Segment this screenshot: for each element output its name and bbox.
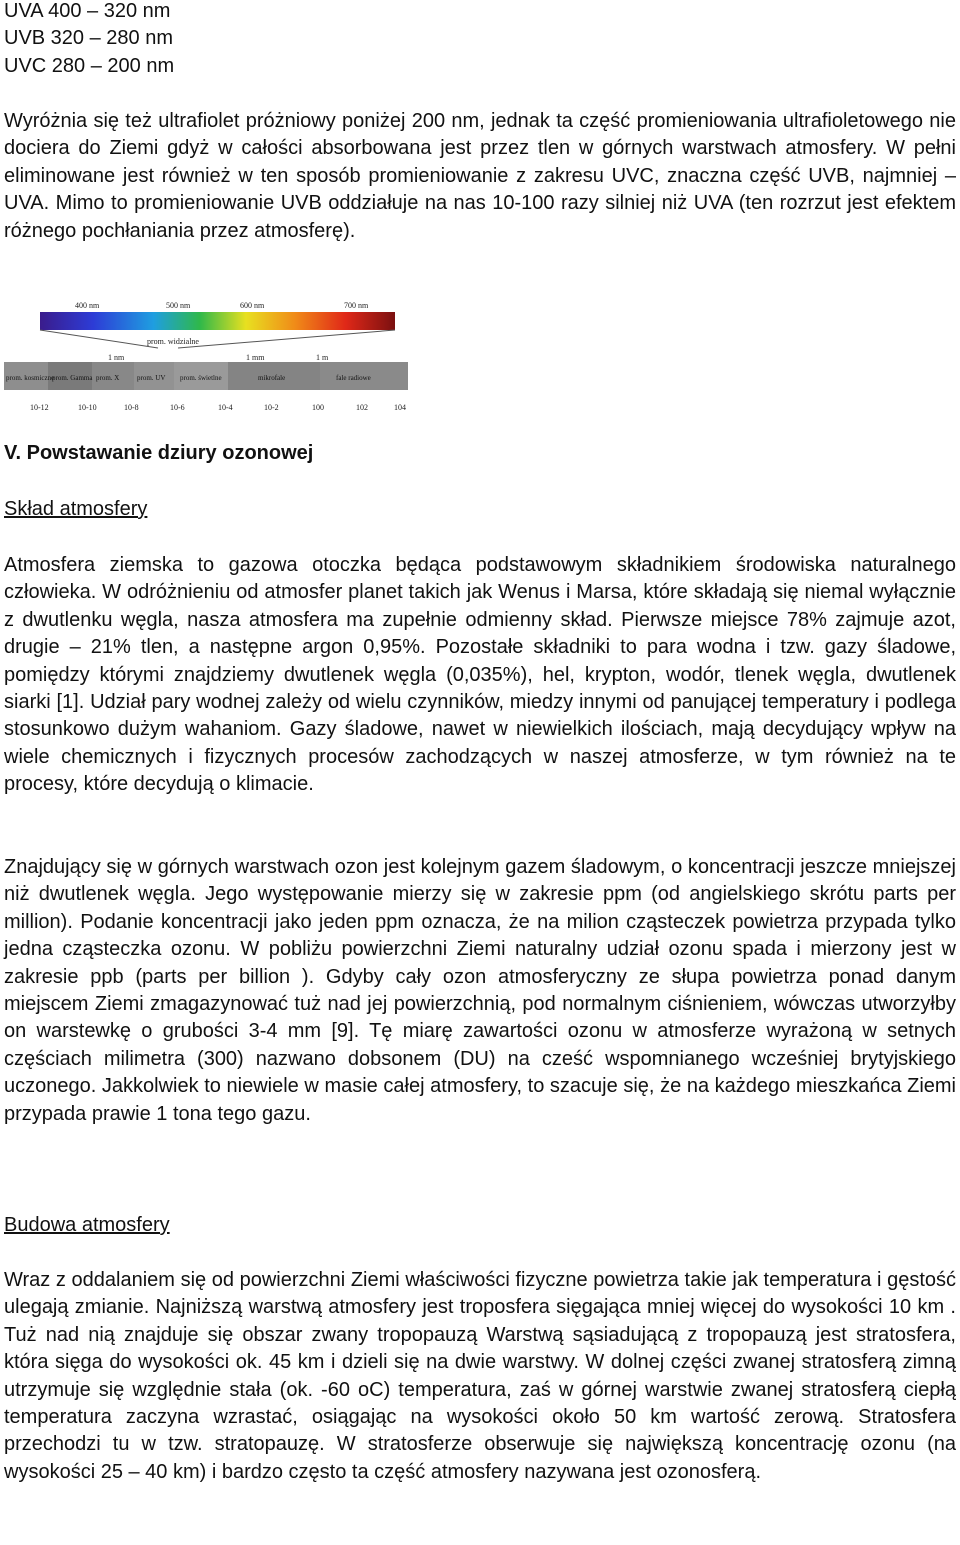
exp-label-2: 10-10 bbox=[78, 403, 97, 412]
exp-label-6: 10-2 bbox=[264, 403, 279, 412]
wl-label-400: 400 nm bbox=[75, 301, 100, 310]
band-radio: fale radiowe bbox=[336, 374, 371, 382]
band-microwave: mikrofale bbox=[258, 374, 286, 382]
uv-range-uva: UVA 400 – 320 nm bbox=[4, 0, 171, 22]
band-light: prom. świetlne bbox=[180, 374, 222, 382]
uv-ranges-list bbox=[4, 0, 956, 80]
electromagnetic-spectrum-figure bbox=[0, 296, 420, 420]
section-heading: V. Powstawanie dziury ozonowej bbox=[4, 442, 314, 464]
exp-label-1: 10-12 bbox=[30, 403, 49, 412]
exp-label-4: 10-6 bbox=[170, 403, 185, 412]
exp-label-5: 10-4 bbox=[218, 403, 233, 412]
scale-mark-1mm: 1 mm bbox=[246, 353, 265, 362]
visible-light-label: prom. widzialne bbox=[147, 337, 199, 346]
paragraph-ozone: Znajdujący się w górnych warstwach ozon jest kolejnym gazem śladowym, o koncentracji jeszcze mniejszej niż dwutlenek węgla. Jego występowanie mierzy się w zakresie ppm (od angielskiego skrótu parts per million). Podanie koncentracji jako jeden ppm oznacza, że na milion cząsteczek powietrza przypada tylko jedna cząsteczka ozonu. W pobliżu powierzchni Ziemi naturalny udział ozonu spada i mierzony jest w zakresie ppb (parts per billion ). Gdyby cały ozon atmosferyczny ze słupa powietrza ponad danym miejscem Ziemi zmagazynować tuż nad jej powierzchnią, pod normalnym ciśnieniem, wówczas utworzyłby on warstewkę o grubości 3-4 mm [9]. Tę miarę zawartości ozonu w atmosferze wyrażoną w setnych częściach milimetra (300) nazwano dobsonem (DU) na cześć wspomnianego wcześniej brytyjskiego uczonego. Jakkolwiek to niewiele w masie całej atmosfery, to szacuje się, że na każdego mieszkańca Ziemi przypada prawie 1 tona tego gazu. bbox=[4, 856, 956, 1125]
exp-label-7: 100 bbox=[312, 403, 324, 412]
wl-label-600: 600 nm bbox=[240, 301, 265, 310]
paragraph-atmosphere-structure: Wraz z oddalaniem się od powierzchni Ziemi właściwości fizyczne powietrza takie jak temperatura i gęstość ulegają zmianie. Najniższą warstwą atmosfery jest troposfera sięgająca mniej więcej do wysokości 10 km . Tuż nad nią znajduje się obszar zwany tropopauzą Warstwą sąsiadującą z tropopauzą jest stratosfera, która sięga do wysokości ok. 45 km i dzieli się na dwie warstwy. W dolnej części zwanej stratosferą zimną utrzymuje się względnie stała (ok. -60 oC) temperatura, zaś w górnej warstwie zwanej stratosferą ciepłą temperatura zaczyna wzrastać, osiągając na wysokości około 50 km wartość zerową. Stratosfera przechodzi tu w tzw. stratopauzę. W stratosferze obserwuje się największą koncentrację ozonu (na wysokości 25 – 40 km) i bardzo często ta część atmosfery nazywana jest ozonosferą. bbox=[4, 1269, 956, 1483]
band-gamma: prom. Gamma bbox=[52, 374, 93, 382]
band-uv: prom. UV bbox=[137, 374, 166, 382]
paragraph-atmosphere-composition: Atmosfera ziemska to gazowa otoczka będąca podstawowym składnikiem środowiska naturalnego człowieka. W odróżnieniu od atmosfer planet takich jak Wenus i Marsa, które składają się niemal wyłącznie z dwutlenku węgla, nasza atmosfera ma zupełnie odmienny skład. Pierwsze miejsce 78% zajmuje azot, drugie – 21% tlen, a następne argon 0,95%. Pozostałe składniki to para wodna i tzw. gazy śladowe, pomiędzy którymi znajdziemy dwutlenek węgla (0,035%), hel, krypton, wodór, tlenek węgla, dwutlenek siarki [1]. Udział pary wodnej zależy od wielu czynników, miedzy innymi od panującej temperatury i podlega stosunkowo dużym wahaniom. Gazy śladowe, nawet w niewielkich ilościach, mają decydujący wpływ na wiele chemicznych i fizycznych procesów zachodzących w naszej atmosferze, w tym również na te procesy, które decydują o klimacie. bbox=[4, 554, 956, 796]
exp-label-8: 102 bbox=[356, 403, 368, 412]
band-x-ray: prom. X bbox=[96, 374, 120, 382]
uv-range-uvb: UVB 320 – 280 nm bbox=[4, 27, 173, 50]
exp-label-9: 104 bbox=[394, 403, 406, 412]
exp-label-3: 10-8 bbox=[124, 403, 139, 412]
wl-label-500: 500 nm bbox=[166, 301, 191, 310]
subheading-atmosphere-composition: Skład atmosfery bbox=[4, 498, 148, 520]
subheading-atmosphere-structure: Budowa atmosfery bbox=[4, 1214, 170, 1236]
visible-spectrum-bar bbox=[40, 312, 395, 330]
wl-label-700: 700 nm bbox=[344, 301, 369, 310]
band-cosmic: prom. kosmiczne bbox=[6, 374, 55, 382]
paragraph-vacuum-uv: Wyróżnia się też ultrafiolet próżniowy poniżej 200 nm, jednak ta część promieniowania ultrafioletowego nie dociera do Ziemi gdyż w całości absorbowana jest przez tlen w górnych warstwach atmosfery. W pełni eliminowane jest również w ten sposób promieniowanie z zakresu UVC, znaczna część UVB, najmniej – UVA. Mimo to promieniowanie UVB oddziałuje na nas 10-100 razy silniej niż UVA (ten rozrzut jest efektem różnego pochłaniania przez atmosferę). bbox=[4, 110, 956, 242]
scale-mark-1nm: 1 nm bbox=[108, 353, 125, 362]
uv-range-uvc: UVC 280 – 200 nm bbox=[4, 54, 175, 77]
scale-mark-1m: 1 m bbox=[316, 353, 329, 362]
